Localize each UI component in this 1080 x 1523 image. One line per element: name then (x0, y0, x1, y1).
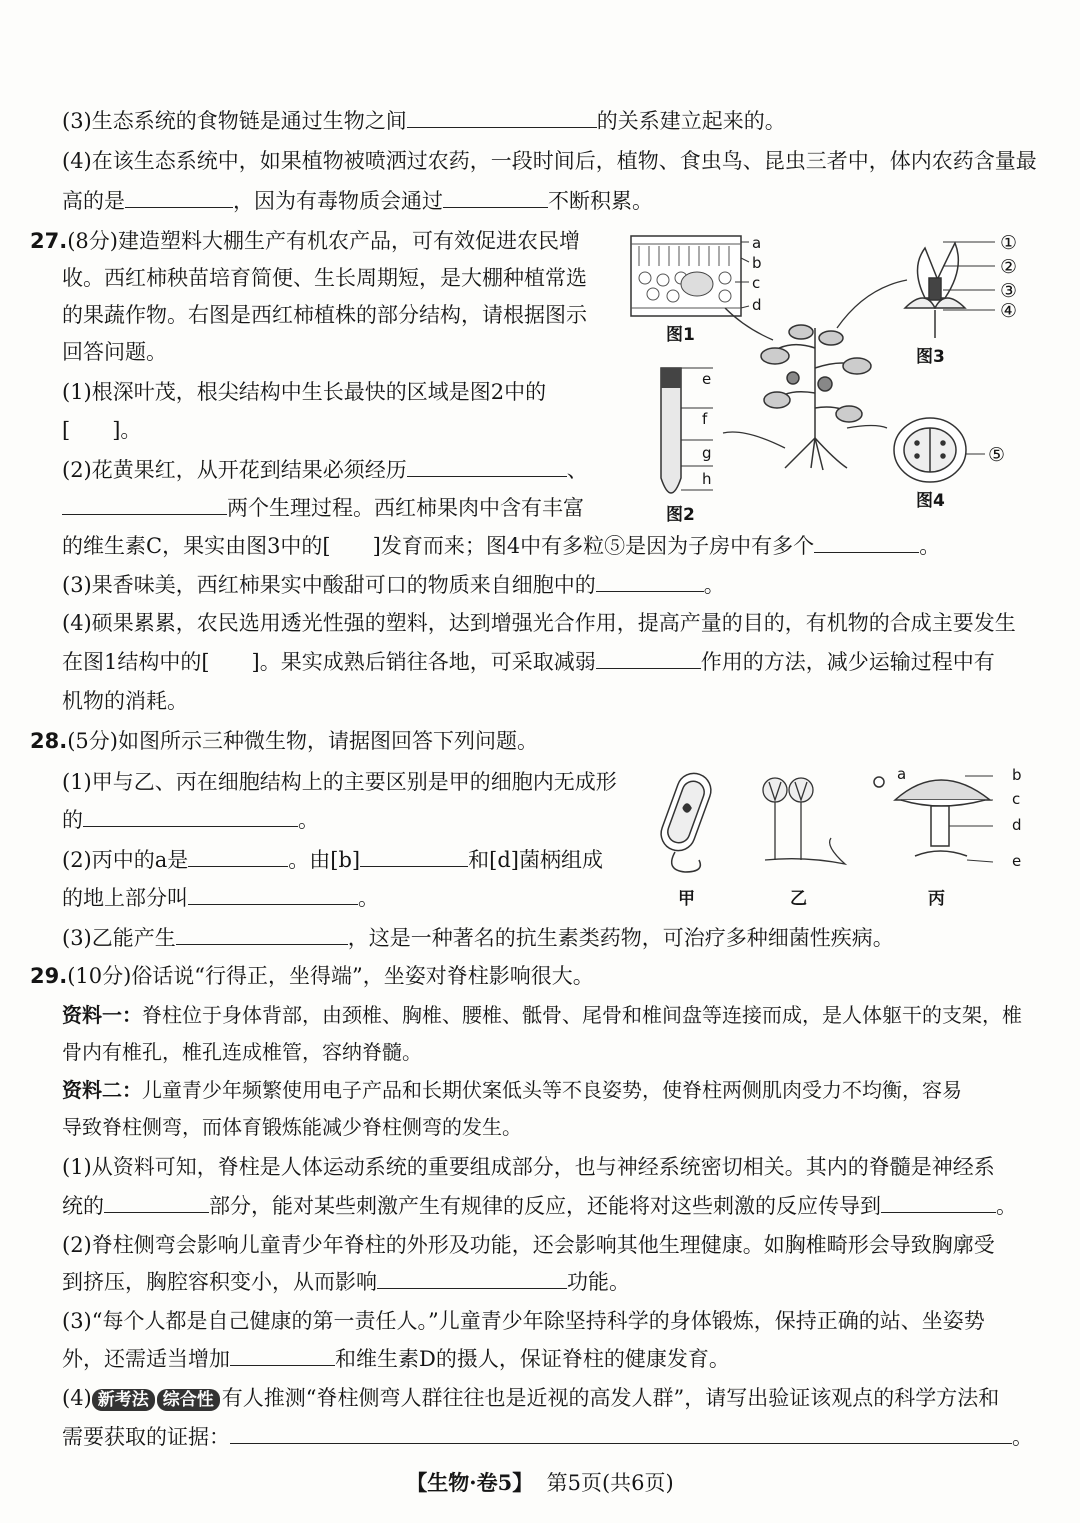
answer-blank[interactable] (125, 187, 233, 208)
q29-4: (4) 新考法 综合性 有人推测“脊柱侧弯人群往往也是近视的高发人群”，请写出验证该观点的科学方法和 (62, 1386, 1000, 1410)
q28-stem: 28.(5分)如图所示三种微生物，请据图回答下列问题。 (30, 729, 538, 753)
q29-3: (3)“每个人都是自己健康的第一责任人。”儿童青少年除坚持科学的身体锻炼，保持正确的站、坐姿势 (62, 1309, 985, 1333)
label-bing: 丙 (928, 889, 945, 909)
q27-1: (1)根深叶茂，根尖结构中生长最快的区域是图2中的 (62, 380, 547, 404)
q27-stem-1: 27.(8分)建造塑料大棚生产有机农产品，可有效促进农民增 (30, 229, 580, 253)
page-number: 第5页(共6页) (546, 1471, 674, 1495)
material-1b: 骨内有椎孔，椎孔连成椎管，容纳脊髓。 (62, 1040, 422, 1064)
figure-1-caption: 图1 (666, 325, 695, 345)
figure-4-caption: 图4 (916, 491, 945, 511)
answer-blank[interactable] (596, 571, 704, 592)
q26-4: (4)在该生态系统中，如果植物被喷洒过农药，一段时间后，植物、食虫鸟、昆虫三者中，体内农药含量最 (62, 149, 1037, 173)
answer-blank[interactable] (377, 1268, 567, 1289)
q29-1: (1)从资料可知，脊柱是人体运动系统的重要组成部分，也与神经系统密切相关。其内的脊髓是神经系 (62, 1155, 995, 1179)
label-a: a (752, 234, 762, 252)
answer-blank[interactable] (188, 884, 358, 905)
material-1: 资料一：脊柱位于身体背部，由颈椎、胸椎、腰椎、骶骨、尾骨和椎间盘等连接而成，是人体躯干的支架，椎 (62, 1003, 1022, 1027)
answer-blank[interactable] (360, 846, 468, 867)
q27-4: (4)硕果累累，农民选用透光性强的塑料，达到增强光合作用，提高产量的目的，有机物的合成主要发生 (62, 611, 1016, 635)
answer-blank[interactable] (62, 494, 227, 515)
answer-blank[interactable] (176, 924, 348, 945)
q28-1b: 的 。 (62, 808, 319, 832)
label-d: d (752, 296, 762, 314)
answer-blank[interactable] (188, 846, 288, 867)
q29-3b: 外，还需适当增加 和维生素D的摄人，保证脊柱的健康发育。 (62, 1347, 730, 1371)
q27-3: (3)果香味美，西红柿果实中酸甜可口的物质来自细胞中的 。 (62, 573, 725, 597)
q27-1b: [ ]。 (62, 418, 142, 442)
q28-2b: 的地上部分叫 。 (62, 886, 379, 910)
comprehensive-badge: 综合性 (157, 1389, 220, 1411)
q27-4b: 在图1结构中的[ ]。果实成熟后销往各地，可采取减弱 作用的方法，减少运输过程中有 (62, 650, 995, 674)
leaf-section-diagram (631, 236, 749, 316)
q28-2: (2)丙中的a是 。由[b] 和[d]菌柄组成 (62, 848, 603, 872)
q26-4b: 高的是 ，因为有毒物质会通过 不断积累。 (62, 189, 653, 213)
tomato-figure (625, 228, 1035, 528)
figure-2-caption: 图2 (666, 505, 695, 525)
answer-blank[interactable] (230, 1423, 1012, 1444)
q29-2b: 到挤压，胸腔容积变小，从而影响 功能。 (62, 1270, 630, 1294)
label-e: e (702, 370, 712, 388)
material-2b: 导致脊柱侧弯，而体育锻炼能减少脊柱侧弯的发生。 (62, 1115, 522, 1139)
new-method-badge: 新考法 (92, 1389, 155, 1411)
q26-3: (3)生态系统的食物链是通过生物之间 的关系建立起来的。 (62, 109, 786, 133)
answer-blank[interactable] (407, 456, 567, 477)
label-d: d (1012, 816, 1022, 834)
label-4: ④ (1000, 300, 1018, 322)
figure-3-caption: 图3 (916, 347, 945, 367)
label-h: h (702, 470, 712, 488)
label-f: f (702, 410, 708, 428)
label-jia: 甲 (678, 889, 695, 909)
label-3: ③ (1000, 280, 1018, 302)
q27-stem-4: 回答问题。 (62, 340, 167, 364)
q27-2: (2)花黄果红，从开花到结果必须经历 、 (62, 458, 588, 482)
page-footer (0, 1467, 1080, 1497)
q27-4c: 机物的消耗。 (62, 689, 188, 713)
answer-blank[interactable] (443, 187, 548, 208)
label-2: ② (1000, 256, 1018, 278)
label-g: g (702, 444, 712, 462)
label-c: c (752, 274, 761, 292)
microbes-figure (655, 760, 1035, 880)
answer-blank[interactable] (596, 648, 701, 669)
q29-4b: 需要获取的证据： 。 (62, 1425, 1033, 1449)
answer-blank[interactable] (230, 1345, 335, 1366)
answer-blank[interactable] (881, 1192, 996, 1213)
q27-stem-2: 收。西红柿秧苗培育简便、生长周期短，是大棚种植常选 (62, 266, 587, 290)
answer-blank[interactable] (83, 806, 298, 827)
material-2: 资料二：儿童青少年频繁使用电子产品和长期伏案低头等不良姿势，使脊柱两侧肌肉受力不均衡，容易 (62, 1078, 962, 1102)
q29-1b: 统的 部分，能对某些刺激产生有规律的反应，还能将对这些刺激的反应传导到 。 (62, 1194, 1017, 1218)
q27-2b: 两个生理过程。西红柿果肉中含有丰富 (62, 494, 584, 522)
flower-diagram (905, 242, 995, 338)
answer-blank[interactable] (407, 107, 597, 128)
q29-stem: 29.(10分)俗话说“行得正，坐得端”，坐姿对脊柱影响很大。 (30, 964, 594, 988)
label-a: a (897, 765, 907, 783)
label-e: e (1012, 852, 1022, 870)
q27-stem-3: 的果蔬作物。右图是西红柿植株的部分结构，请根据图示 (62, 303, 587, 327)
answer-blank[interactable] (814, 532, 919, 553)
label-c: c (1012, 790, 1021, 808)
tomato-fruit-section (894, 418, 985, 482)
q27-2c: 的维生素C，果实由图3中的[ ]发育而来；图4中有多粒⑤是因为子房中有多个 。 (62, 534, 941, 558)
label-b: b (752, 254, 762, 272)
q28-1: (1)甲与乙、丙在细胞结构上的主要区别是甲的细胞内无成形 (62, 770, 617, 794)
footer-subject: 【生物·卷5】 (406, 1470, 534, 1495)
mushroom-diagram (874, 776, 993, 862)
bacterium-diagram (656, 769, 715, 872)
q29-2: (2)脊柱侧弯会影响儿童青少年脊柱的外形及功能，还会影响其他生理健康。如胸椎畸形会导致胸廓受 (62, 1233, 995, 1257)
label-1: ① (1000, 232, 1018, 254)
answer-blank[interactable] (104, 1192, 209, 1213)
penicillium-diagram (763, 778, 845, 864)
tomato-plant-drawing (761, 325, 871, 470)
label-yi: 乙 (790, 889, 807, 909)
label-b: b (1012, 766, 1022, 784)
label-5: ⑤ (988, 444, 1006, 466)
q28-3: (3)乙能产生 ，这是一种著名的抗生素类药物，可治疗多种细菌性疾病。 (62, 926, 894, 950)
